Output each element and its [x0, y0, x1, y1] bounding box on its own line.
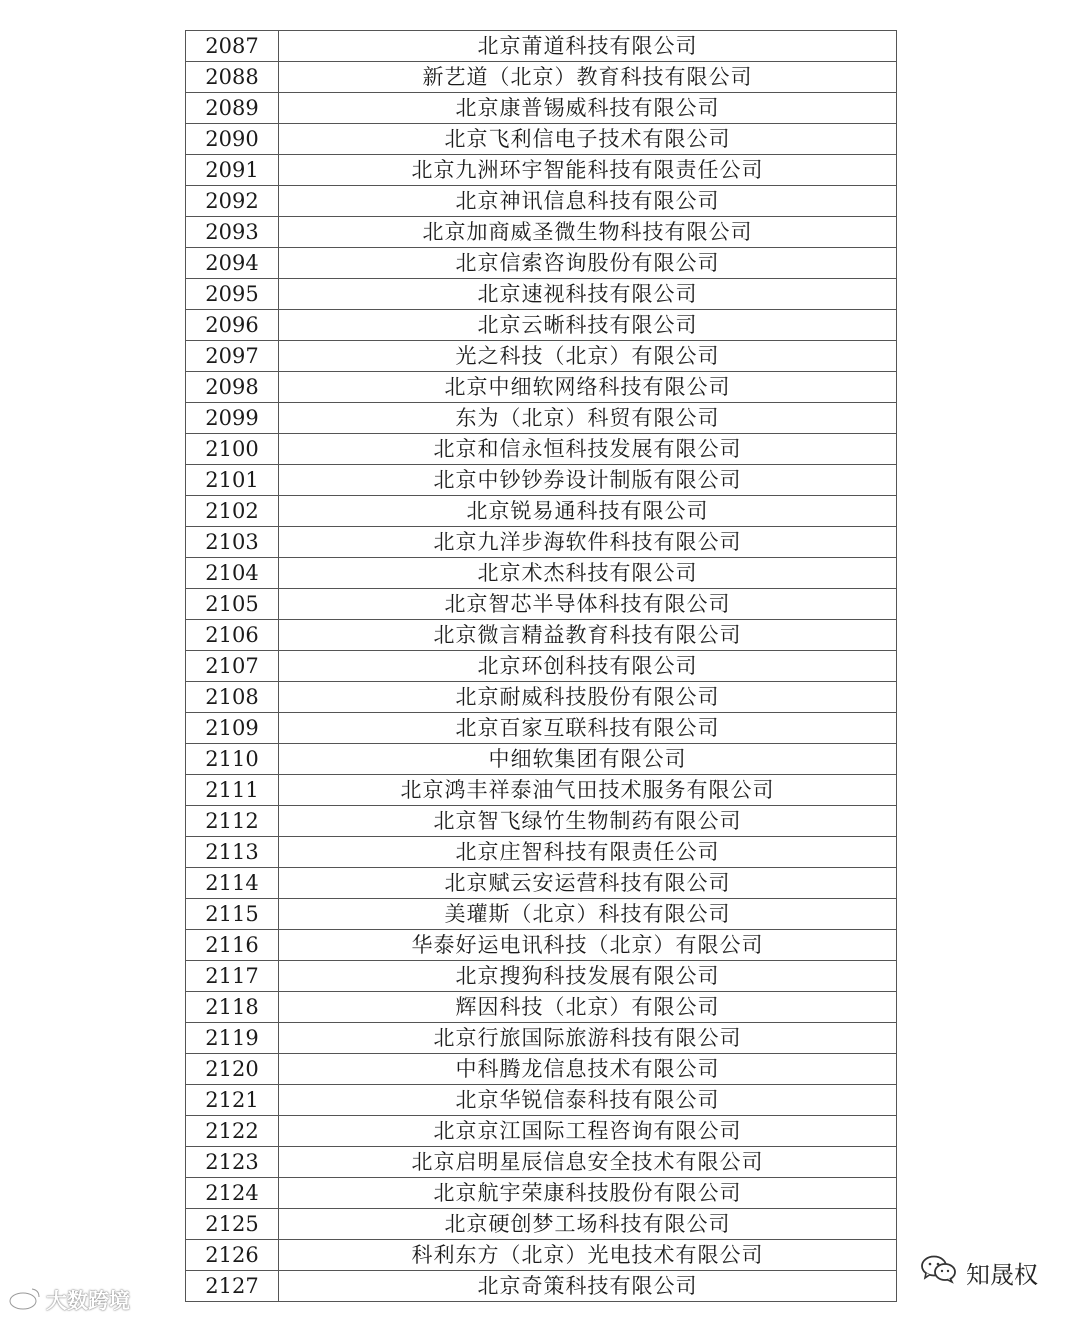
row-number-cell: 2099 — [186, 403, 279, 434]
table-row — [186, 1178, 897, 1209]
table-row — [186, 992, 897, 1023]
watermark-left-text: 大数跨境 — [46, 1289, 130, 1313]
table-row — [186, 775, 897, 806]
company-name-cell: 北京中细软网络科技有限公司 — [279, 372, 897, 403]
company-list-table-wrapper — [185, 30, 897, 1302]
table-row — [186, 1085, 897, 1116]
table-row — [186, 31, 897, 62]
row-number-cell: 2102 — [186, 496, 279, 527]
table-row — [186, 527, 897, 558]
table-row — [186, 93, 897, 124]
row-number-cell: 2118 — [186, 992, 279, 1023]
company-name-cell: 美瓘斯（北京）科技有限公司 — [279, 899, 897, 930]
row-number-cell: 2098 — [186, 372, 279, 403]
table-row — [186, 868, 897, 899]
table-row — [186, 124, 897, 155]
company-name-cell: 北京莆道科技有限公司 — [279, 31, 897, 62]
table-row — [186, 403, 897, 434]
table-row — [186, 1271, 897, 1302]
row-number-cell: 2112 — [186, 806, 279, 837]
table-row — [186, 682, 897, 713]
row-number-cell: 2091 — [186, 155, 279, 186]
row-number-cell: 2106 — [186, 620, 279, 651]
company-name-cell: 北京术杰科技有限公司 — [279, 558, 897, 589]
table-row — [186, 713, 897, 744]
weibo-icon — [8, 1285, 42, 1316]
row-number-cell: 2100 — [186, 434, 279, 465]
table-row — [186, 651, 897, 682]
company-name-cell: 北京神讯信息科技有限公司 — [279, 186, 897, 217]
table-row — [186, 155, 897, 186]
row-number-cell: 2093 — [186, 217, 279, 248]
company-name-cell: 辉因科技（北京）有限公司 — [279, 992, 897, 1023]
company-name-cell: 北京奇策科技有限公司 — [279, 1271, 897, 1302]
row-number-cell: 2111 — [186, 775, 279, 806]
row-number-cell: 2097 — [186, 341, 279, 372]
row-number-cell: 2103 — [186, 527, 279, 558]
company-name-cell: 北京华锐信泰科技有限公司 — [279, 1085, 897, 1116]
company-name-cell: 北京赋云安运营科技有限公司 — [279, 868, 897, 899]
row-number-cell: 2107 — [186, 651, 279, 682]
row-number-cell: 2125 — [186, 1209, 279, 1240]
row-number-cell: 2113 — [186, 837, 279, 868]
row-number-cell: 2121 — [186, 1085, 279, 1116]
row-number-cell: 2123 — [186, 1147, 279, 1178]
table-row — [186, 434, 897, 465]
table-row — [186, 62, 897, 93]
company-name-cell: 北京搜狗科技发展有限公司 — [279, 961, 897, 992]
company-name-cell: 中科腾龙信息技术有限公司 — [279, 1054, 897, 1085]
table-row — [186, 1023, 897, 1054]
company-name-cell: 北京智芯半导体科技有限公司 — [279, 589, 897, 620]
row-number-cell: 2104 — [186, 558, 279, 589]
table-row — [186, 310, 897, 341]
row-number-cell: 2088 — [186, 62, 279, 93]
company-name-cell: 北京飞利信电子技术有限公司 — [279, 124, 897, 155]
company-name-cell: 北京行旅国际旅游科技有限公司 — [279, 1023, 897, 1054]
row-number-cell: 2116 — [186, 930, 279, 961]
row-number-cell: 2120 — [186, 1054, 279, 1085]
row-number-cell: 2127 — [186, 1271, 279, 1302]
table-row — [186, 341, 897, 372]
row-number-cell: 2108 — [186, 682, 279, 713]
table-row — [186, 279, 897, 310]
company-name-cell: 北京九洲环宇智能科技有限责任公司 — [279, 155, 897, 186]
company-name-cell: 北京京江国际工程咨询有限公司 — [279, 1116, 897, 1147]
row-number-cell: 2110 — [186, 744, 279, 775]
table-row — [186, 806, 897, 837]
table-row — [186, 248, 897, 279]
table-row — [186, 620, 897, 651]
watermark-left — [8, 1285, 130, 1315]
row-number-cell: 2105 — [186, 589, 279, 620]
company-name-cell: 北京硬创梦工场科技有限公司 — [279, 1209, 897, 1240]
company-name-cell: 北京鸿丰祥泰油气田技术服务有限公司 — [279, 775, 897, 806]
table-row — [186, 558, 897, 589]
row-number-cell: 2094 — [186, 248, 279, 279]
company-name-cell: 北京智飞绿竹生物制药有限公司 — [279, 806, 897, 837]
row-number-cell: 2115 — [186, 899, 279, 930]
row-number-cell: 2092 — [186, 186, 279, 217]
table-row — [186, 1147, 897, 1178]
table-row — [186, 1116, 897, 1147]
company-name-cell: 北京启明星辰信息安全技术有限公司 — [279, 1147, 897, 1178]
row-number-cell: 2087 — [186, 31, 279, 62]
company-name-cell: 光之科技（北京）有限公司 — [279, 341, 897, 372]
watermark-right-text: 知晟权 — [966, 1260, 1038, 1289]
table-row — [186, 1209, 897, 1240]
table-row — [186, 837, 897, 868]
table-row — [186, 589, 897, 620]
company-name-cell: 新艺道（北京）教育科技有限公司 — [279, 62, 897, 93]
company-list-table — [185, 30, 897, 1302]
row-number-cell: 2122 — [186, 1116, 279, 1147]
company-name-cell: 北京和信永恒科技发展有限公司 — [279, 434, 897, 465]
company-name-cell: 北京庄智科技有限责任公司 — [279, 837, 897, 868]
row-number-cell: 2114 — [186, 868, 279, 899]
row-number-cell: 2090 — [186, 124, 279, 155]
table-row — [186, 1240, 897, 1271]
company-name-cell: 北京微言精益教育科技有限公司 — [279, 620, 897, 651]
row-number-cell: 2124 — [186, 1178, 279, 1209]
row-number-cell: 2109 — [186, 713, 279, 744]
company-name-cell: 北京速视科技有限公司 — [279, 279, 897, 310]
table-row — [186, 186, 897, 217]
company-name-cell: 北京云晰科技有限公司 — [279, 310, 897, 341]
company-name-cell: 北京环创科技有限公司 — [279, 651, 897, 682]
company-name-cell: 北京航宇荣康科技股份有限公司 — [279, 1178, 897, 1209]
company-name-cell: 科利东方（北京）光电技术有限公司 — [279, 1240, 897, 1271]
table-row — [186, 1054, 897, 1085]
table-row — [186, 961, 897, 992]
row-number-cell: 2101 — [186, 465, 279, 496]
row-number-cell: 2089 — [186, 93, 279, 124]
company-name-cell: 中细软集团有限公司 — [279, 744, 897, 775]
company-name-cell: 北京耐威科技股份有限公司 — [279, 682, 897, 713]
company-name-cell: 北京锐易通科技有限公司 — [279, 496, 897, 527]
table-row — [186, 899, 897, 930]
table-row — [186, 930, 897, 961]
company-name-cell: 北京信索咨询股份有限公司 — [279, 248, 897, 279]
watermark-right — [920, 1252, 1038, 1292]
company-name-cell: 北京百家互联科技有限公司 — [279, 713, 897, 744]
row-number-cell: 2126 — [186, 1240, 279, 1271]
company-name-cell: 华泰好运电讯科技（北京）有限公司 — [279, 930, 897, 961]
wechat-icon — [920, 1254, 958, 1290]
table-row — [186, 217, 897, 248]
table-row — [186, 496, 897, 527]
table-row — [186, 465, 897, 496]
company-name-cell: 北京中钞钞券设计制版有限公司 — [279, 465, 897, 496]
table-row — [186, 744, 897, 775]
row-number-cell: 2117 — [186, 961, 279, 992]
company-name-cell: 北京九洋步海软件科技有限公司 — [279, 527, 897, 558]
row-number-cell: 2119 — [186, 1023, 279, 1054]
company-name-cell: 北京加商威圣微生物科技有限公司 — [279, 217, 897, 248]
company-name-cell: 北京康普锡威科技有限公司 — [279, 93, 897, 124]
company-name-cell: 东为（北京）科贸有限公司 — [279, 403, 897, 434]
table-row — [186, 372, 897, 403]
table-body — [186, 31, 897, 1302]
row-number-cell: 2095 — [186, 279, 279, 310]
row-number-cell: 2096 — [186, 310, 279, 341]
